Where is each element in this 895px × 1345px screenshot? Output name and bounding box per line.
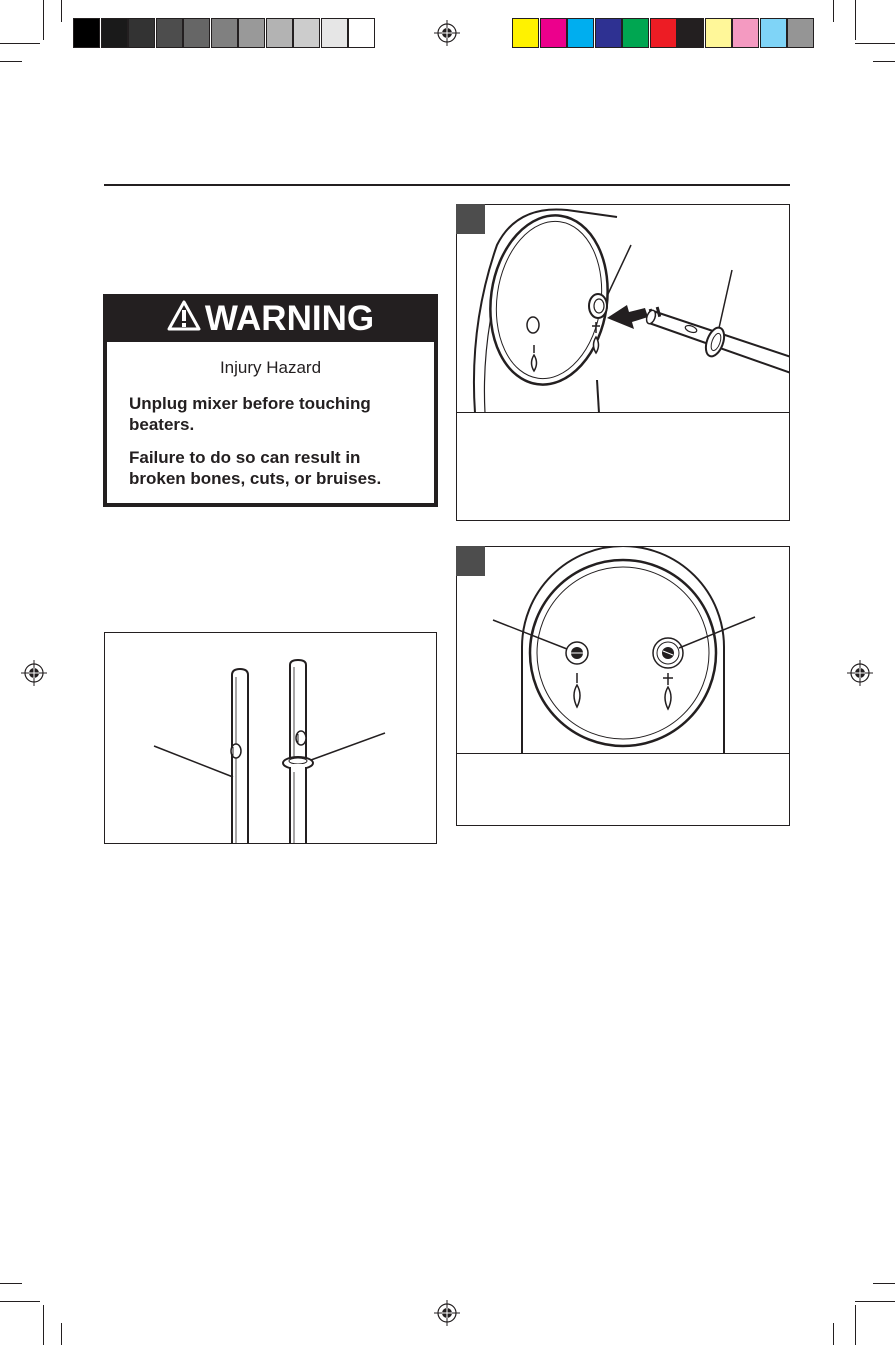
- warning-line: broken bones, cuts, or bruises.: [129, 469, 382, 488]
- color-swatch: [567, 18, 594, 48]
- header-rule: [104, 184, 790, 186]
- caption-divider: [457, 753, 790, 754]
- warning-triangle-icon: [167, 300, 201, 332]
- beater-holes-panel: [456, 546, 790, 826]
- warning-box: [103, 294, 438, 507]
- caption-divider: [457, 412, 790, 413]
- gray-swatch: [183, 18, 210, 48]
- step-badge: [456, 546, 485, 576]
- color-swatch: [650, 18, 677, 48]
- crop-mark: [0, 43, 40, 44]
- warning-header: [103, 294, 438, 342]
- crop-mark: [43, 0, 44, 40]
- beater-holes-drawing: [457, 547, 790, 754]
- crop-mark: [855, 43, 895, 44]
- crop-mark: [855, 1301, 895, 1302]
- color-swatch: [677, 18, 704, 48]
- insert-beater-panel: [456, 204, 790, 521]
- color-swatch: [540, 18, 567, 48]
- crop-mark: [873, 61, 895, 62]
- registration-mark-icon: [21, 660, 47, 686]
- registration-mark-icon: [434, 20, 460, 46]
- warning-line: Failure to do so can result in: [129, 448, 361, 467]
- gray-swatch: [73, 18, 100, 48]
- gray-swatch: [293, 18, 320, 48]
- beaters-illustration: [104, 632, 437, 844]
- warning-line: Unplug mixer before touching: [129, 394, 371, 413]
- gray-swatch: [238, 18, 265, 48]
- gray-swatch: [321, 18, 348, 48]
- crop-mark: [833, 1323, 834, 1345]
- color-swatch: [760, 18, 787, 48]
- color-swatch: [512, 18, 539, 48]
- crop-mark: [0, 1283, 22, 1284]
- color-swatch: [705, 18, 732, 48]
- color-swatch: [622, 18, 649, 48]
- crop-mark: [61, 1323, 62, 1345]
- gray-swatch: [101, 18, 128, 48]
- registration-mark-icon: [434, 1300, 460, 1326]
- registration-mark-icon: [847, 660, 873, 686]
- crop-mark: [855, 1305, 856, 1345]
- crop-mark: [61, 0, 62, 22]
- crop-mark: [0, 1301, 40, 1302]
- crop-mark: [855, 0, 856, 40]
- warning-body: [107, 342, 434, 503]
- color-swatch: [595, 18, 622, 48]
- gray-swatch: [128, 18, 155, 48]
- gray-swatch: [156, 18, 183, 48]
- warning-title: Injury Hazard: [219, 358, 322, 377]
- warning-line: beaters.: [129, 415, 195, 434]
- gray-swatch: [211, 18, 238, 48]
- gray-swatch: [348, 18, 375, 48]
- crop-mark: [873, 1283, 895, 1284]
- beaters-drawing: [105, 633, 437, 844]
- warning-header-text: WARNING: [204, 299, 375, 338]
- insert-beater-drawing: [457, 205, 790, 413]
- crop-mark: [43, 1305, 44, 1345]
- step-badge: [456, 204, 485, 234]
- crop-mark: [0, 61, 22, 62]
- color-swatch: [732, 18, 759, 48]
- crop-mark: [833, 0, 834, 22]
- color-swatch: [787, 18, 814, 48]
- gray-swatch: [266, 18, 293, 48]
